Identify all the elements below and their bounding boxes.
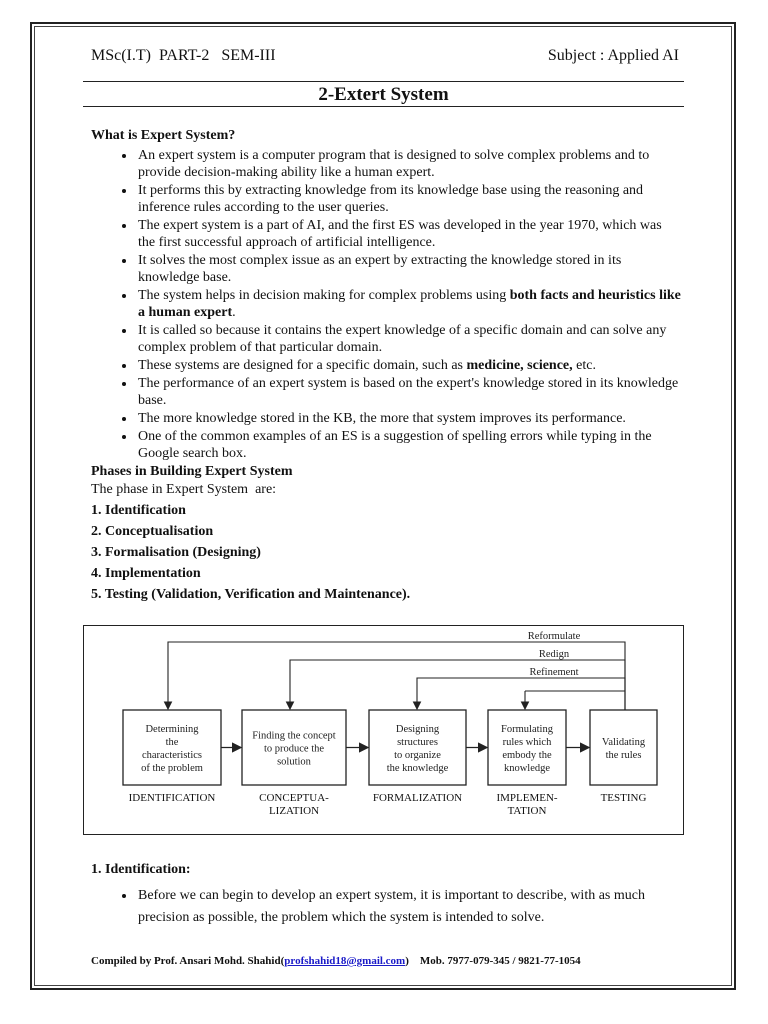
intro-heading: What is Expert System?	[91, 128, 236, 143]
intro-bullet-9	[136, 410, 681, 427]
intro-bullet-8	[136, 375, 681, 409]
bullet-text: The expert system is a part of AI, and the first ES was developed in the year 1970, which was the first successful approach of artificial intelligence.	[138, 218, 662, 250]
phase-box-text: Finding the concept	[252, 730, 336, 742]
bullet-text: These systems are designed for a specific domain, such as	[138, 358, 467, 373]
phase-item-4: 4. Implementation	[91, 566, 201, 581]
phase-box-text: of the problem	[141, 763, 203, 774]
phases-heading: Phases in Building Expert System	[91, 464, 293, 479]
phase-box-text: characteristics	[141, 750, 203, 761]
phase-item-5: 5. Testing (Validation, Verification and Maintenance).	[91, 587, 411, 602]
footer-mobile: Mob. 7977-079-345 / 9821-77-1054	[419, 955, 581, 967]
phase-box-text: the knowledge	[386, 763, 449, 774]
footer-email-link[interactable]: profshahid18@gmail.com	[284, 955, 406, 967]
phase-label: TATION	[507, 805, 547, 817]
phase-label: LIZATION	[268, 805, 320, 817]
page-title: 2-Extert System	[318, 84, 449, 105]
feedback-label-2: Redign	[538, 649, 570, 660]
identification-heading: 1. Identification:	[91, 862, 191, 877]
bullet-text: The more knowledge stored in the KB, the more that system improves its performance.	[138, 411, 626, 426]
bullet-text: An expert system is a computer program that is designed to solve complex problems and to provide decision-making ability like a human expert.	[138, 148, 650, 180]
phase-box-text: Validating	[601, 737, 646, 748]
intro-bullet-1	[136, 147, 681, 181]
phase-box-text: the	[165, 737, 179, 748]
phase-label: IMPLEMEN-	[496, 792, 558, 804]
phase-box-text: Determining	[145, 724, 199, 735]
intro-bullet-3	[136, 217, 681, 251]
intro-bullet-10	[136, 428, 681, 462]
footer	[91, 955, 691, 967]
intro-bullet-6	[136, 322, 681, 356]
bullet-text: It solves the most complex issue as an expert by extracting the knowledge stored in its knowledge base.	[138, 253, 622, 285]
bullet-emphasis: medicine, science,	[466, 358, 573, 373]
identification-bullet: • Before we can begin to develop an expert system, it is important to describe, with as much precision as possible, the problem which the system is intended to solve.	[136, 885, 681, 929]
phase-box-text: embody the	[502, 750, 552, 761]
identification-section	[91, 862, 681, 929]
phase-box-text: the rules	[605, 750, 642, 761]
intro-bullet-2	[136, 182, 681, 216]
intro-bullet-5	[136, 287, 681, 321]
phase-label: TESTING	[600, 792, 647, 804]
phases-flowchart	[84, 626, 685, 836]
phase-box-text: solution	[277, 756, 311, 768]
phase-item-3: 3. Formalisation (Designing)	[91, 545, 261, 560]
phase-item-1: 1. Identification	[91, 503, 186, 518]
feedback-label-1: Reformulate	[527, 631, 581, 642]
intro-bullet-7	[136, 357, 681, 374]
bullet-text-tail: etc.	[572, 358, 596, 373]
bullet-emphasis: both facts and heuristics like a human expert	[138, 288, 681, 320]
phase-box-text: structures	[397, 737, 438, 748]
footer-paren: )	[405, 955, 409, 967]
phase-box-text: Designing	[395, 724, 440, 735]
feedback-loop-3	[417, 678, 625, 710]
phase-box-text: Formulating	[501, 724, 553, 735]
title-rule	[83, 106, 684, 107]
bullet-text-tail: .	[232, 305, 236, 320]
phase-label: FORMALIZATION	[372, 792, 463, 804]
phases-diagram	[83, 625, 684, 835]
intro-bullet-4	[136, 252, 681, 286]
bullet-text: It is called so because it contains the expert knowledge of a specific domain and can solve any complex problem of that particular domain.	[138, 323, 667, 355]
bullet-text: One of the common examples of an ES is a suggestion of spelling errors while typing in the Google search box.	[138, 429, 652, 461]
bullet-text: The performance of an expert system is based on the expert's knowledge stored in its knowledge base.	[138, 376, 679, 408]
phase-box-text: knowledge	[503, 763, 551, 774]
phase-box-text: to organize	[394, 750, 441, 761]
phase-item-2: 2. Conceptualisation	[91, 524, 214, 539]
header-rule	[83, 81, 684, 82]
main-content	[91, 127, 681, 603]
phase-label: CONCEPTUA-	[259, 792, 329, 804]
phase-label: IDENTIFICATION	[128, 792, 216, 804]
phase-box-text: rules which	[502, 737, 552, 748]
phases-intro: The phase in Expert System are:	[91, 482, 277, 497]
bullet-text: It performs this by extracting knowledge from its knowledge base using the reasoning and inference rules according to the user queries.	[138, 183, 644, 215]
header-subject: Subject : Applied AI	[547, 47, 679, 64]
feedback-label-3: Refinement	[529, 667, 579, 678]
phase-box-text: to produce the	[263, 743, 325, 755]
phase-list	[91, 502, 681, 603]
header-course: MSc(I.T) PART-2 SEM-III	[91, 47, 276, 64]
footer-author: Compiled by Prof. Ansari Mohd. Shahid(	[91, 955, 285, 967]
intro-bullet-list	[91, 147, 681, 462]
bullet-text: The system helps in decision making for complex problems using	[138, 288, 510, 303]
